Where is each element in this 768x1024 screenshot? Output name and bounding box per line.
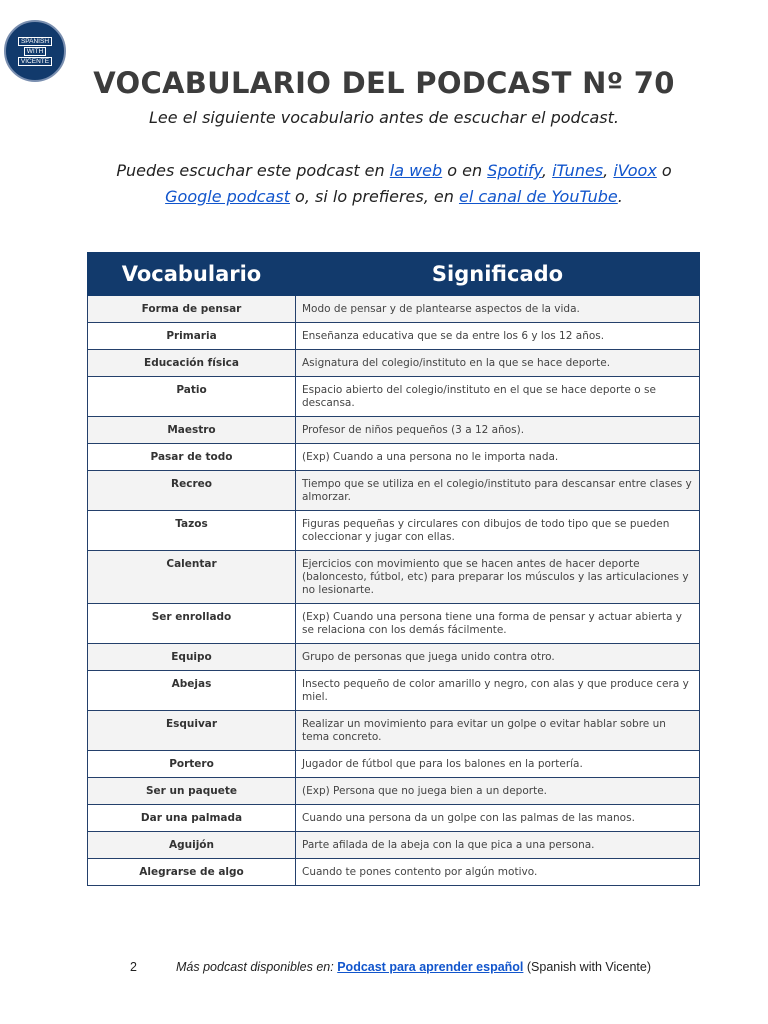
vocabulary-table-body [88,296,700,886]
vocab-term: Educación física [88,350,296,377]
vocab-definition: Parte afilada de la abeja con la que pica a una persona. [296,832,700,859]
listen-text-4: o [656,161,672,180]
vocab-definition: Figuras pequeñas y circulares con dibujos de todo tipo que se pueden coleccionar y jugar con ellas. [296,511,700,551]
table-row [88,859,700,886]
listen-text-2: , [541,161,553,180]
vocab-term: Esquivar [88,711,296,751]
vocab-definition: Realizar un movimiento para evitar un golpe o evitar hablar sobre un tema concreto. [296,711,700,751]
vocab-term: Aguijón [88,832,296,859]
vocab-term: Ser un paquete [88,778,296,805]
intro-text: Lee el siguiente vocabulario antes de escuchar el podcast. [149,108,619,127]
vocab-definition: Ejercicios con movimiento que se hacen antes de hacer deporte (baloncesto, fútbol, etc) para preparar los músculos y las articulaciones y no lesionarte. [296,551,700,604]
table-row [88,751,700,778]
vocab-term: Patio [88,377,296,417]
page-title: VOCABULARIO DEL PODCAST Nº 70 [93,66,675,100]
vocab-term: Primaria [88,323,296,350]
logo-line-2: WITH [24,47,47,56]
table-row [88,417,700,444]
vocabulary-table [87,252,700,886]
youtube-channel-link[interactable]: el canal de YouTube [458,187,618,206]
listen-prefix: Puedes escuchar este podcast en [116,161,390,180]
vocab-term: Forma de pensar [88,296,296,323]
table-row [88,711,700,751]
vocab-definition: (Exp) Cuando una persona tiene una forma de pensar y actuar abierta y se relaciona con los demás fácilmente. [296,604,700,644]
vocab-definition: Insecto pequeño de color amarillo y negro, con alas y que produce cera y miel. [296,671,700,711]
itunes-link[interactable]: iTunes [552,161,604,180]
vocab-definition: Cuando una persona da un golpe con las palmas de las manos. [296,805,700,832]
logo-line-1: SPANISH [18,37,52,46]
web-link[interactable]: la web [389,161,443,180]
vocab-definition: Profesor de niños pequeños (3 a 12 años). [296,417,700,444]
table-row [88,471,700,511]
header-vocabulario: Vocabulario [88,253,296,296]
vocab-definition: Tiempo que se utiliza en el colegio/instituto para descansar entre clases y almorzar. [296,471,700,511]
footer-label: Más podcast disponibles en: [176,960,338,974]
vocab-definition: Modo de pensar y de plantearse aspectos de la vida. [296,296,700,323]
listen-text-3: , [603,161,614,180]
vocab-definition: (Exp) Persona que no juega bien a un deporte. [296,778,700,805]
table-row [88,551,700,604]
table-row [88,644,700,671]
logo-badge [18,36,52,66]
vocab-term: Dar una palmada [88,805,296,832]
vocab-definition: Asignatura del colegio/instituto en la que se hace deporte. [296,350,700,377]
vocab-term: Abejas [88,671,296,711]
table-row [88,296,700,323]
vocab-term: Calentar [88,551,296,604]
vocab-term: Portero [88,751,296,778]
page-number: 2 [130,960,137,974]
vocab-definition: Enseñanza educativa que se da entre los 6 y los 12 años. [296,323,700,350]
table-row [88,805,700,832]
vocab-term: Pasar de todo [88,444,296,471]
vocab-definition: Espacio abierto del colegio/instituto en el que se hace deporte o se descansa. [296,377,700,417]
vocab-definition: Cuando te pones contento por algún motivo. [296,859,700,886]
vocab-term: Ser enrollado [88,604,296,644]
table-row [88,511,700,551]
google-podcast-link[interactable]: Google podcast [165,187,290,206]
vocab-term: Recreo [88,471,296,511]
vocab-definition: (Exp) Cuando a una persona no le importa nada. [296,444,700,471]
vocab-definition: Jugador de fútbol que para los balones en la portería. [296,751,700,778]
footer-text [176,960,651,974]
vocab-term: Maestro [88,417,296,444]
table-row [88,350,700,377]
listen-text-5: o, si lo prefieres, en [289,187,459,206]
footer-podcast-link[interactable]: Podcast para aprender español [337,960,524,974]
table-row [88,604,700,644]
ivoox-link[interactable]: iVoox [613,161,657,180]
table-row [88,444,700,471]
vocab-definition: Grupo de personas que juega unido contra otro. [296,644,700,671]
table-row [88,323,700,350]
vocab-term: Equipo [88,644,296,671]
header-significado: Significado [296,253,700,296]
table-row [88,377,700,417]
listen-text-1: o en [442,161,488,180]
table-row [88,671,700,711]
vocab-term: Tazos [88,511,296,551]
table-row [88,832,700,859]
listen-text-6: . [617,187,623,206]
table-row [88,778,700,805]
spotify-link[interactable]: Spotify [487,161,542,180]
table-header-row [88,253,700,296]
listen-paragraph [94,158,694,210]
footer-suffix: (Spanish with Vicente) [523,960,652,974]
logo-line-3: VICENTE [18,57,52,66]
vocab-term: Alegrarse de algo [88,859,296,886]
